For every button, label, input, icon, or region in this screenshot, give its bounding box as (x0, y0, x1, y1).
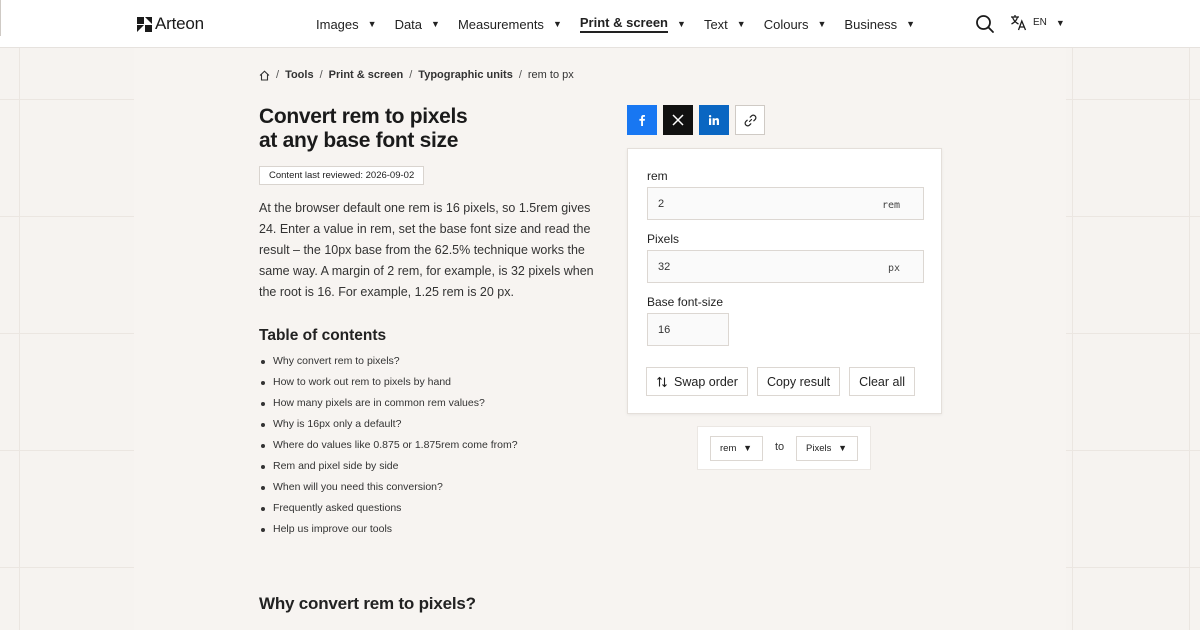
toc-item[interactable] (259, 435, 518, 456)
page-title (259, 105, 467, 153)
nav-item-images[interactable] (316, 0, 377, 48)
bullet-icon (261, 507, 265, 511)
nav-item-print-screen[interactable] (580, 0, 686, 48)
from-unit-select[interactable] (710, 436, 763, 461)
breadcrumb-separator: / (518, 69, 522, 81)
toc-item[interactable] (259, 351, 518, 372)
pixels-field-label: Pixels (647, 232, 680, 246)
toc-item[interactable] (259, 456, 518, 477)
bullet-icon (261, 486, 265, 490)
link-icon (744, 114, 757, 127)
breadcrumb-typographic-units[interactable]: Typographic units (418, 69, 513, 81)
swap-order-label: Swap order (674, 374, 738, 389)
rem-unit-suffix: rem (881, 200, 900, 211)
base-font-size-input[interactable] (647, 313, 729, 346)
search-icon (975, 14, 995, 34)
caret-down-icon: ▼ (431, 19, 440, 29)
intro-paragraph: At the browser default one rem is 16 pixels, so 1.5rem gives 24. Enter a value in rem, set the base font size and read the result – the 10px base from the 62.5% technique works the same way. A margin of 2 rem, for example, is 32 pixels when the root is 16. For example, 1.25 rem is 20 px. (259, 201, 594, 299)
caret-down-icon: ▼ (817, 19, 827, 29)
caret-down-icon: ▼ (736, 19, 746, 29)
unit-selector-bar (697, 426, 871, 470)
left-edge-rule (0, 0, 1, 36)
language-selector[interactable] (1010, 14, 1065, 31)
last-reviewed-badge: Content last reviewed: 2026-09-02 (259, 166, 424, 185)
copy-result-button[interactable] (757, 367, 840, 396)
facebook-icon (636, 114, 648, 126)
bullet-icon (261, 402, 265, 406)
bullet-icon (261, 528, 265, 532)
home-icon[interactable] (259, 70, 270, 81)
x-icon (672, 114, 684, 126)
caret-down-icon: ▼ (1055, 17, 1065, 28)
caret-down-icon: ▼ (677, 19, 686, 29)
toc-item[interactable] (259, 519, 518, 540)
to-label: to (775, 441, 785, 453)
bullet-icon (261, 465, 265, 469)
share-facebook-button[interactable] (627, 105, 657, 135)
brand-logo-icon (137, 17, 152, 32)
base-font-size-label: Base font-size (647, 295, 724, 309)
language-code: EN (1033, 17, 1047, 28)
toc-item-label: How to work out rem to pixels by hand (273, 376, 451, 388)
nav-item-label: Colours (763, 16, 809, 32)
copy-link-button[interactable] (735, 105, 765, 135)
nav-item-colours[interactable] (764, 0, 827, 48)
pixels-unit-suffix: px (887, 263, 900, 274)
to-unit-select[interactable] (796, 436, 858, 461)
toc-item-label: When will you need this conversion? (273, 481, 443, 493)
caret-down-icon: ▼ (367, 19, 377, 29)
converter-card (627, 148, 942, 414)
rem-field-label: rem (647, 169, 668, 183)
nav-item-label: Images (316, 16, 359, 32)
nav-item-label: Data (394, 16, 423, 32)
nav-item-business[interactable] (844, 0, 915, 48)
linkedin-icon (708, 114, 720, 126)
copy-result-label: Copy result (766, 374, 831, 389)
section-title: Why convert rem to pixels? (259, 594, 476, 613)
brand-name: Arteon (155, 14, 204, 33)
share-buttons (627, 105, 765, 135)
toc-item-label: Rem and pixel side by side (273, 460, 399, 472)
breadcrumb-print-screen[interactable]: Print & screen (328, 69, 404, 81)
toc-item-label: Where do values like 0.875 or 1.875rem come from? (273, 439, 518, 451)
nav-item-data[interactable] (395, 0, 440, 48)
translate-icon (1010, 14, 1027, 31)
base-font-size-value: 16 (658, 323, 671, 336)
to-unit-value: Pixels (806, 443, 832, 454)
pixels-input-value: 32 (658, 260, 671, 273)
toc-title: Table of contents (259, 327, 387, 344)
pixels-input[interactable] (647, 250, 924, 283)
swap-icon (656, 376, 668, 388)
share-linkedin-button[interactable] (699, 105, 729, 135)
toc-item-label: Help us improve our tools (273, 523, 393, 535)
caret-down-icon: ▼ (906, 19, 916, 29)
nav-item-measurements[interactable] (458, 0, 562, 48)
toc-item[interactable] (259, 414, 518, 435)
table-of-contents (259, 351, 518, 540)
nav-item-label: Text (703, 16, 728, 32)
toc-item[interactable] (259, 372, 518, 393)
rem-input[interactable] (647, 187, 924, 220)
converter-actions (646, 367, 915, 396)
main-nav (316, 0, 933, 48)
nav-item-label: Business (844, 16, 898, 32)
page-title-line-2: at any base font size (259, 129, 459, 152)
toc-item-label: How many pixels are in common rem values? (273, 397, 485, 409)
brand-logo[interactable] (137, 14, 204, 34)
breadcrumb-separator: / (319, 69, 323, 81)
caret-down-icon: ▼ (743, 443, 752, 453)
toc-item[interactable] (259, 477, 518, 498)
breadcrumb-current: rem to px (527, 69, 574, 81)
nav-item-label: Measurements (457, 16, 544, 32)
caret-down-icon: ▼ (838, 443, 847, 453)
toc-item-label: Frequently asked questions (273, 502, 402, 514)
caret-down-icon: ▼ (552, 19, 562, 29)
share-x-button[interactable] (663, 105, 693, 135)
page-title-line-1: Convert rem to pixels (259, 105, 468, 128)
bullet-icon (261, 423, 265, 427)
clear-all-button[interactable] (849, 367, 915, 396)
nav-item-text[interactable] (704, 0, 746, 48)
top-navigation-bar (0, 0, 1200, 48)
toc-item-label: Why is 16px only a default? (273, 418, 402, 430)
swap-order-button[interactable] (646, 367, 748, 396)
breadcrumb-separator: / (276, 69, 280, 81)
nav-item-label: Print & screen (580, 15, 668, 33)
bullet-icon (261, 381, 265, 385)
toc-item[interactable] (259, 498, 518, 519)
search-button[interactable] (975, 14, 995, 34)
breadcrumb-separator: / (409, 69, 413, 81)
bullet-icon (261, 360, 265, 364)
toc-item-label: Why convert rem to pixels? (273, 355, 400, 367)
toc-item[interactable] (259, 393, 518, 414)
breadcrumb (259, 69, 574, 81)
breadcrumb-tools[interactable]: Tools (285, 69, 314, 81)
bullet-icon (261, 444, 265, 448)
clear-all-label: Clear all (859, 374, 906, 389)
rem-input-value: 2 (658, 197, 665, 210)
from-unit-value: rem (720, 443, 737, 454)
